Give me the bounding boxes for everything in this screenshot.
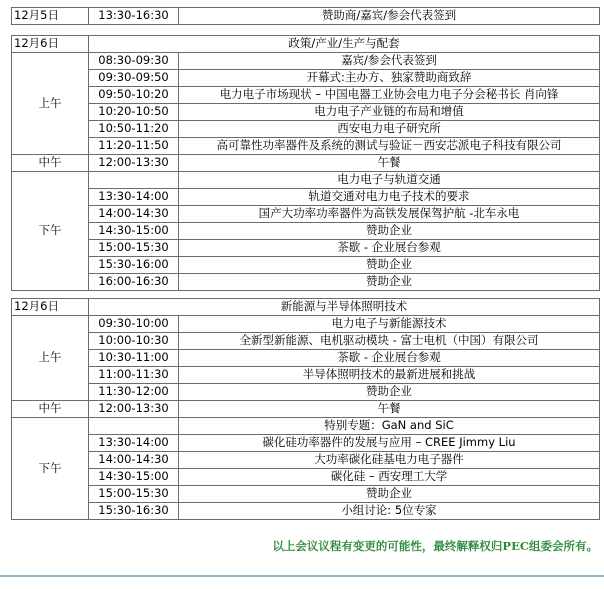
day3-schedule-table [11,298,600,520]
table-row [12,401,600,418]
bottom-divider [0,575,604,577]
time-cell: 15:30-16:00 [89,257,179,274]
table-row [12,299,600,316]
time-cell: 14:00-14:30 [89,206,179,223]
time-cell: 11:20-11:50 [89,138,179,155]
topic-cell: 赞助企业 [179,223,600,240]
topic-cell: 赞助企业 [179,486,600,503]
topic-cell: 西安电力电子研究所 [179,121,600,138]
time-cell: 10:30-11:00 [89,350,179,367]
table-row [12,274,600,291]
time-cell: 15:00-15:30 [89,486,179,503]
session-title: 新能源与半导体照明技术 [89,299,600,316]
time-cell: 10:50-11:20 [89,121,179,138]
time-cell-empty [89,418,179,435]
time-cell: 13:30-14:00 [89,189,179,206]
session-subtitle: 特别专题：GaN and SiC [179,418,600,435]
time-cell: 11:00-11:30 [89,367,179,384]
time-cell: 14:30-15:00 [89,469,179,486]
table-row [12,36,600,53]
time-cell: 13:30-14:00 [89,435,179,452]
table-row [12,8,600,25]
topic-cell: 茶歇 - 企业展台参观 [179,350,600,367]
topic-cell: 电力电子与新能源技术 [179,316,600,333]
table-row [12,87,600,104]
topic-cell: 电力电子产业链的布局和增值 [179,104,600,121]
time-cell: 14:00-14:30 [89,452,179,469]
session-subtitle: 电力电子与轨道交通 [179,172,600,189]
table-row [12,104,600,121]
period-noon: 中午 [12,155,89,172]
time-cell-empty [89,172,179,189]
session-title: 政策/产业/生产与配套 [89,36,600,53]
time-cell: 09:30-09:50 [89,70,179,87]
topic-cell: 电力电子市场现状 – 中国电器工业协会电力电子分会秘书长 肖向锋 [179,87,600,104]
table-row [12,333,600,350]
period-afternoon: 下午 [12,172,89,291]
table-row [12,189,600,206]
period-morning: 上午 [12,316,89,401]
time-cell: 16:00-16:30 [89,274,179,291]
disclaimer-note: 以上会议议程有变更的可能性，最终解释权归PEC组委会所有。 [272,539,598,553]
date-cell: 12月6日 [12,36,89,53]
table-row [12,452,600,469]
time-cell: 09:30-10:00 [89,316,179,333]
topic-cell: 赞助企业 [179,274,600,291]
table-row [12,469,600,486]
table-row [12,257,600,274]
table-row [12,53,600,70]
table-row [12,350,600,367]
topic-cell: 赞助企业 [179,384,600,401]
table-row [12,503,600,520]
time-cell: 09:50-10:20 [89,87,179,104]
date-cell: 12月6日 [12,299,89,316]
table-row [12,240,600,257]
table-row [12,172,600,189]
time-cell: 15:30-16:30 [89,503,179,520]
topic-cell: 国产大功率功率器件为高铁发展保驾护航 -北车永电 [179,206,600,223]
table-row [12,316,600,333]
table-row [12,121,600,138]
topic-cell: 碳化硅 – 西安理工大学 [179,469,600,486]
topic-cell: 嘉宾/参会代表签到 [179,53,600,70]
time-cell: 12:00-13:30 [89,155,179,172]
topic-cell: 午餐 [179,155,600,172]
time-cell: 10:00-10:30 [89,333,179,350]
topic-cell: 全新型新能源、电机驱动模块 - 富士电机（中国）有限公司 [179,333,600,350]
time-cell: 08:30-09:30 [89,53,179,70]
topic-cell: 碳化硅功率器件的发展与应用 – CREE Jimmy Liu [179,435,600,452]
topic-cell: 赞助商/嘉宾/参会代表签到 [179,8,600,25]
topic-cell: 高可靠性功率器件及系统的测试与验证－西安芯派电子科技有限公司 [179,138,600,155]
topic-cell: 轨道交通对电力电子技术的要求 [179,189,600,206]
table-row [12,486,600,503]
table-row [12,435,600,452]
table-row [12,223,600,240]
day2-schedule-table [11,35,600,291]
table-row [12,367,600,384]
time-cell: 11:30-12:00 [89,384,179,401]
time-cell: 12:00-13:30 [89,401,179,418]
table-row [12,70,600,87]
topic-cell: 半导体照明技术的最新进展和挑战 [179,367,600,384]
table-row [12,418,600,435]
topic-cell: 午餐 [179,401,600,418]
period-noon: 中午 [12,401,89,418]
topic-cell: 开幕式:主办方、独家赞助商致辞 [179,70,600,87]
table-row [12,384,600,401]
table-row [12,138,600,155]
topic-cell: 大功率碳化硅基电力电子器件 [179,452,600,469]
time-cell: 10:20-10:50 [89,104,179,121]
table-row [12,206,600,223]
topic-cell: 赞助企业 [179,257,600,274]
date-cell: 12月5日 [12,8,89,25]
period-morning: 上午 [12,53,89,155]
time-cell: 15:00-15:30 [89,240,179,257]
topic-cell: 小组讨论: 5位专家 [179,503,600,520]
day1-schedule-table [11,7,600,25]
table-row [12,155,600,172]
topic-cell: 茶歇 - 企业展台参观 [179,240,600,257]
time-cell: 14:30-15:00 [89,223,179,240]
time-cell: 13:30-16:30 [89,8,179,25]
period-afternoon: 下午 [12,418,89,520]
